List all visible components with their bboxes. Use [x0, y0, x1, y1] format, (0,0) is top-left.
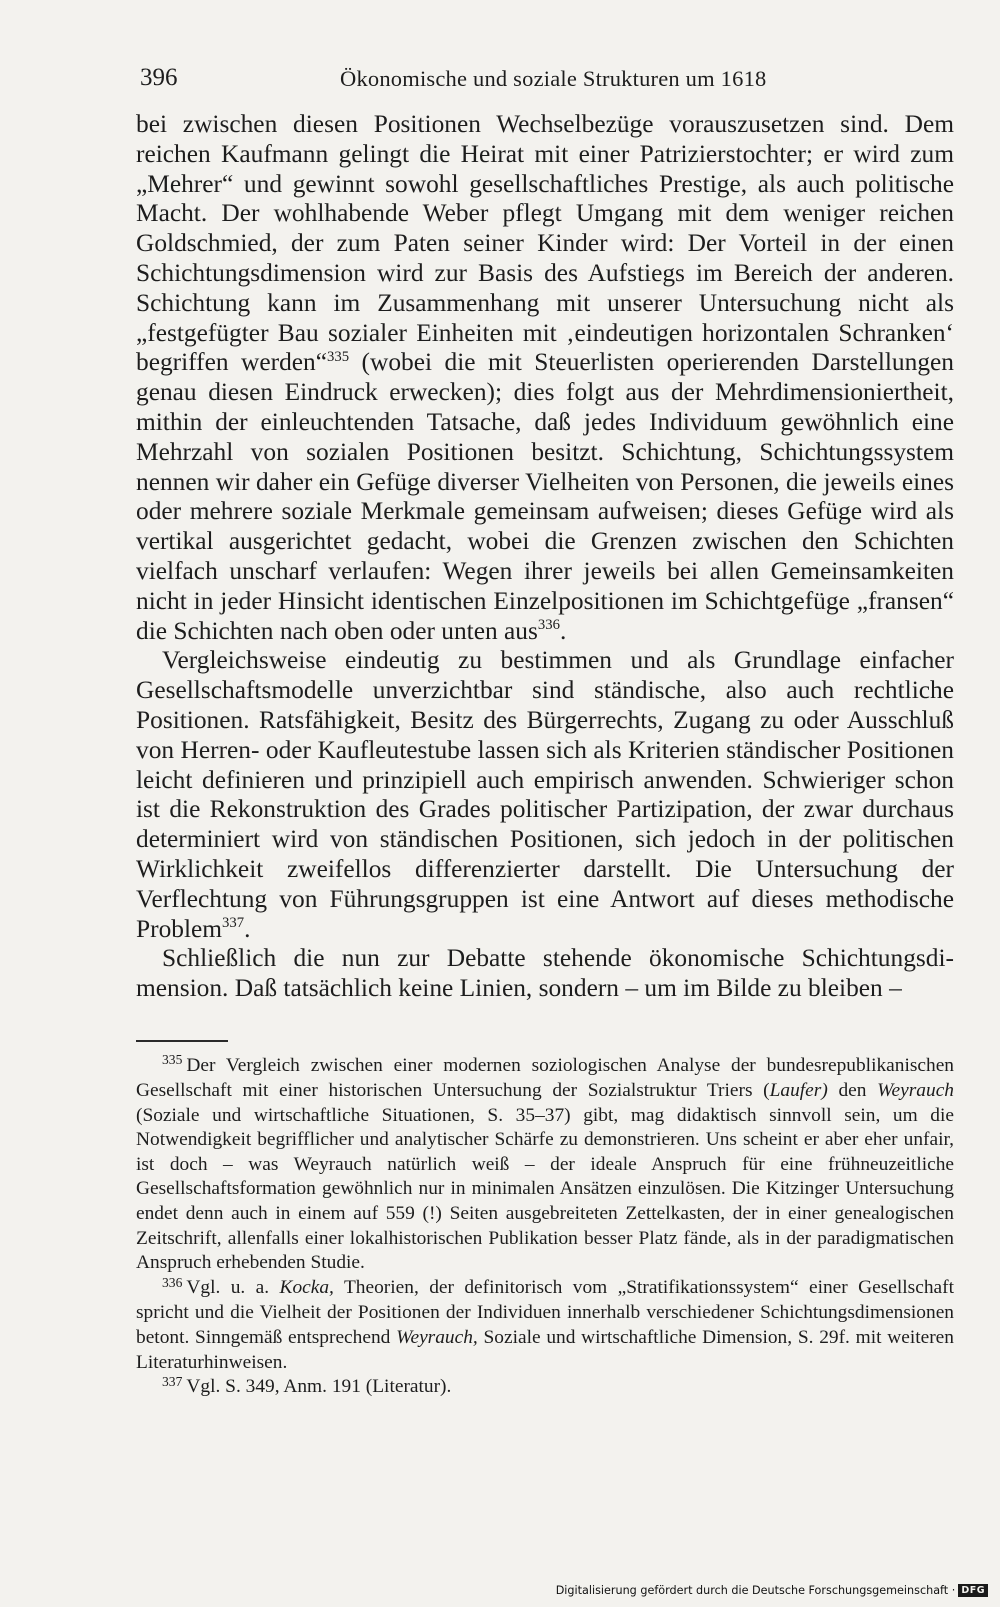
dfg-logo: DFG [958, 1584, 988, 1597]
paragraph-1-text-b: (wobei die mit Steuerlisten operierenden Darstellungen genau diesen Eindruck erwecken); dies folgt aus der Mehrdimensioniertheit, mithin der einleuchtenden Tatsache, daß jedes Individuum gewöhnlich eine Mehrzahl von sozialen Positionen besitzt. Schichtung, Schichtungssystem nennen wir daher ein Gefüge diverser Vielheiten von Personen, die jeweils eines oder mehrere soziale Merkmale gemeinsam aufweisen; dieses Gefüge wird als vertikal ausgerichtet gedacht, wobei die Grenzen zwischen den Schichten vielfach unscharf verlaufen: Wegen ihrer jeweils bei allen Gemeinsamkeiten nicht in jeder Hinsicht identischen Einzelpositionen im Schichtgefüge „fransen“ die Schichten nach oben oder unten aus [136, 348, 954, 645]
footnote-337-text: Vgl. S. 349, Anm. 191 (Literatur). [186, 1376, 452, 1398]
paragraph-1-text-c: . [559, 616, 567, 645]
book-page [136, 62, 954, 1401]
paragraph-2 [136, 646, 954, 944]
footnote-rule [136, 1040, 228, 1042]
paragraph-1 [136, 110, 954, 646]
footnote-335-author-2: Weyrauch [877, 1080, 954, 1102]
footnote-335-text-c: (Soziale und wirtschaftliche Situationen, S. 35–37) gibt, mag didaktisch sinnvoll sein, um die Notwendigkeit begrifflicher und analytischer Schärfe zu demonstrieren. Uns scheint er aber eher unfair, ist doch – was Weyrauch natürlich weiß – der ideale Anspruch für eine frühneuzeitliche Gesellschaftsformation gewöhnlich nur in minimalen Ansätzen einzulösen. Die Kitzinger Untersuchung endet denn auch in einem auf 559 (!) Seiten ausgebreiteten Zettelkasten, der in einer genealogischen Zeitschrift, allenfalls einer lokalhistorischen Publikation besser Platz fände, als in der paradigmatischen Anspruch erhebenden Studie. [136, 1104, 954, 1274]
digitization-credit [556, 1584, 988, 1597]
footnote-337 [136, 1375, 954, 1401]
footnote-336-author: Kocka, [279, 1276, 334, 1298]
footnote-number: 336 [162, 1274, 183, 1290]
footnote-335 [136, 1054, 954, 1276]
paragraph-2-text-b: . [244, 914, 251, 943]
paragraph-2-text-a: Vergleichsweise eindeutig zu bestimmen und als Grundlage einfacher Gesellschaftsmodelle unverzichtbar sind ständische, also auch rechtliche Positionen. Ratsfähigkeit, Besitz des Bürgerrechts, Zugang zu oder Ausschluß von Herren- oder Kaufleutestube lassen sich als Kriterien ständischer Positionen leicht definieren und prinzipiell auch empirisch anwenden. Schwieriger schon ist die Rekonstruktion des Grades politischer Partizipation, der zwar durchaus determiniert wird von ständischen Positionen, sich jedoch in der politischen Wirklichkeit zweifellos differenzierter darstellt. Die Untersuchung der Verflechtung von Führungsgruppen ist eine Antwort auf dieses methodische Problem [136, 646, 954, 943]
body-text [136, 110, 954, 1004]
footnote-336 [136, 1276, 954, 1375]
paragraph-3 [136, 944, 954, 1004]
paragraph-1-text-a: bei zwischen diesen Positionen Wechselbezüge vorauszusetzen sind. Dem reichen Kaufmann gelingt die Heirat mit einer Patrizierstochter; er wird zum „Mehrer“ und gewinnt sowohl gesellschaftliches Prestige, als auch politische Macht. Der wohlhabende Weber pflegt Umgang mit dem weniger reichen Goldschmied, der zum Paten seiner Kinder wird: Der Vorteil in der einen Schichtungsdimension wird zur Basis des Aufstiegs im Bereich der anderen. Schichtung kann im Zusammenhang mit unserer Untersuchung nicht als „festgefügter Bau sozialer Einheiten mit ‚eindeutigen horizontalen Schranken‘ begriffen werden“ [136, 110, 954, 377]
footnote-ref-336[interactable]: 336 [537, 616, 560, 633]
running-head [136, 62, 954, 102]
page-number: 396 [140, 64, 178, 91]
footnote-number: 337 [162, 1374, 183, 1390]
paragraph-3-text: Schließlich die nun zur Debatte stehende ökonomische Schichtungsdimension. Daß tatsächlich keine Linien, sondern – um im Bilde zu bleiben – [136, 944, 954, 1003]
credit-text: Digitalisierung gefördert durch die Deutsche Forschungsgemeinschaft · [555, 1584, 956, 1597]
footnote-335-author: Laufer) [769, 1080, 828, 1102]
footnote-ref-335[interactable]: 335 [327, 348, 350, 365]
footnote-number: 335 [162, 1052, 183, 1068]
footnote-335-text-a: Der Vergleich zwischen einer modernen soziologischen Analyse der bundesrepublikanischen Gesellschaft mit einer historischen Untersuchung der Sozialstruktur Triers ( [136, 1054, 954, 1102]
footnote-ref-337[interactable]: 337 [222, 914, 245, 931]
footnote-336-text-b: Theorien, der definitorisch vom „Stratifikationssystem“ einer Gesellschaft spricht und die Vielheit der Positionen der Individuen innerhalb verschiedener Schichtungsdimensionen betont. Sinngemäß entsprechend [136, 1276, 954, 1349]
footnote-336-text-a: Vgl. u. a. [186, 1276, 280, 1298]
footnote-336-author-2: Weyrauch, [396, 1327, 478, 1349]
footnotes [136, 1054, 954, 1401]
footnote-336-text-c: Soziale und wirtschaftliche Dimension, S. 29f. mit weiteren Literaturhinweisen. [136, 1327, 954, 1373]
running-title: Ökonomische und soziale Strukturen um 1618 [340, 66, 767, 91]
footnote-335-text-b: den [827, 1080, 878, 1102]
